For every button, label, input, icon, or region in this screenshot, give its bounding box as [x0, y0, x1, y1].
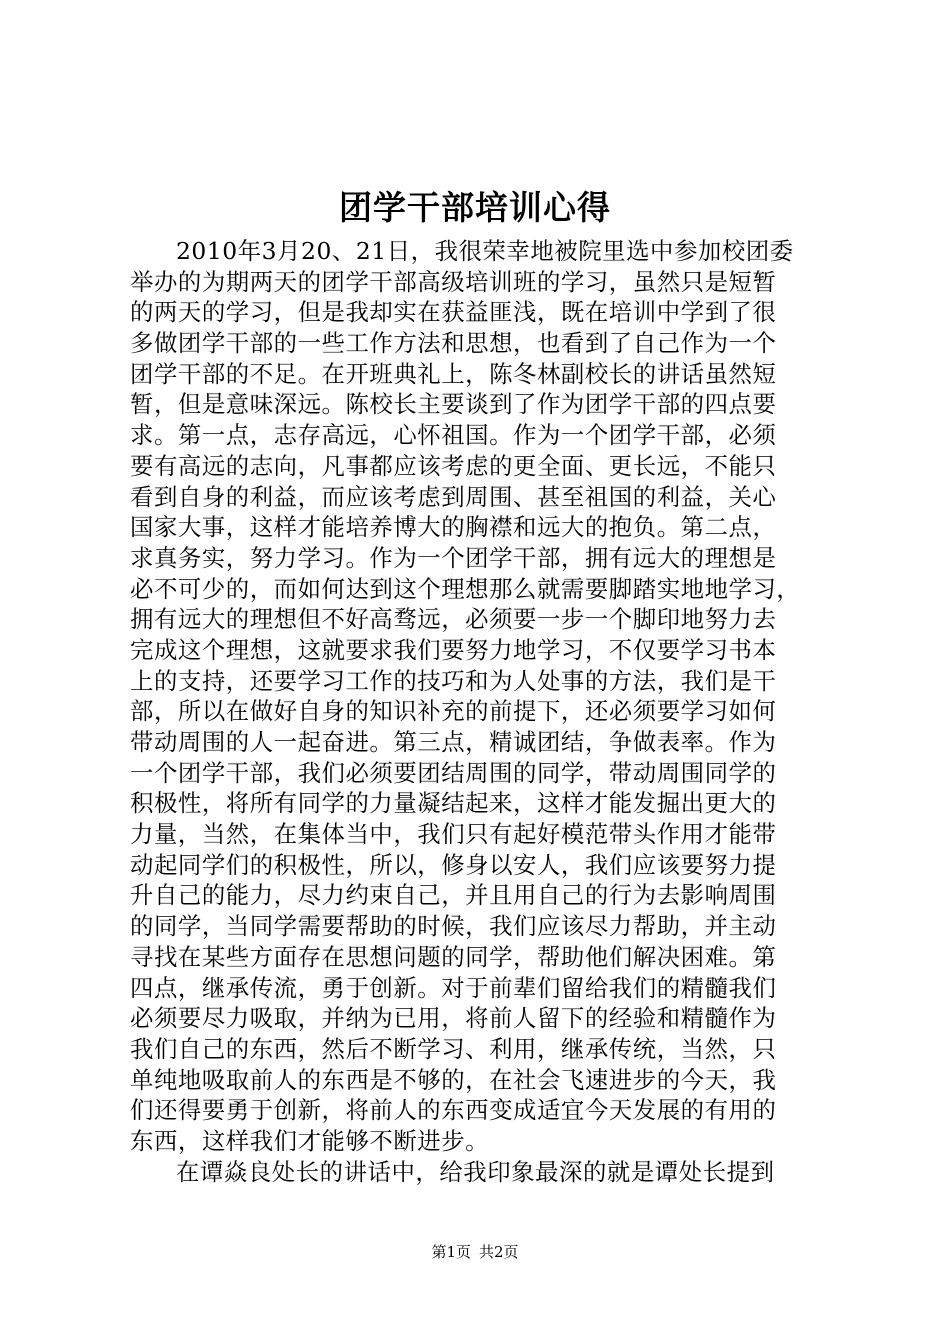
- paragraph-1-line-26: 必须要尽力吸取，并纳为已用，将前人留下的经验和精髓作为: [130, 1004, 777, 1033]
- paragraph-1-line-17: 带动周围的人一起奋进。第三点，精诚团结，争做表率。作为: [130, 728, 777, 756]
- paragraph-1-line-22: 升自己的能力，尽力约束自己，并且用自己的行为去影响周围: [130, 881, 777, 910]
- page-total: 共2页: [479, 1243, 519, 1261]
- paragraph-1-line-14: 完成这个理想，这就要求我们要努力地学习，不仅要学习书本: [130, 635, 777, 664]
- paragraph-2-line-1: 在谭焱良处长的讲话中，给我印象最深的就是谭处长提到: [176, 1157, 775, 1186]
- document-title: 团学干部培训心得: [339, 188, 611, 227]
- page-footer: [0, 1242, 950, 1262]
- paragraph-1-line-1: 2010年3月20、21日，我很荣幸地被院里选中参加校团委: [176, 237, 794, 265]
- paragraph-1-line-8: 要有高远的志向，凡事都应该考虑的更全面、更长远，不能只: [130, 451, 777, 480]
- paragraph-1-line-30: 东西，这样我们才能够不断进步。: [130, 1126, 490, 1155]
- paragraph-1-line-12: 必不可少的，而如何达到这个理想那么就需要脚踏实地地学习，: [130, 574, 801, 603]
- paragraph-1-line-9: 看到自身的利益，而应该考虑到周围、甚至祖国的利益，关心: [130, 482, 777, 511]
- paragraph-1-line-2: 举办的为期两天的团学干部高级培训班的学习，虽然只是短暂: [130, 267, 777, 296]
- document-body: [130, 236, 840, 1187]
- paragraph-1-line-19: 积极性，将所有同学的力量凝结起来，这样才能发掘出更大的: [130, 789, 777, 818]
- paragraph-1-line-28: 单纯地吸取前人的东西是不够的，在社会飞速进步的今天，我: [130, 1065, 777, 1094]
- paragraph-1-line-5: 团学干部的不足。在开班典礼上，陈冬林副校长的讲话虽然短: [130, 359, 777, 388]
- paragraph-1-line-7: 求。第一点，志存高远，心怀祖国。作为一个团学干部，必须: [130, 421, 777, 450]
- paragraph-1-line-3: 的两天的学习，但是我却实在获益匪浅，既在培训中学到了很: [130, 298, 777, 327]
- paragraph-1-line-18: 一个团学干部，我们必须要团结周围的同学，带动周围同学的: [130, 758, 777, 787]
- paragraph-1-line-24: 寻找在某些方面存在思想问题的同学，帮助他们解决困难。第: [130, 942, 777, 971]
- paragraph-1-line-15: 上的支持，还要学习工作的技巧和为人处事的方法，我们是干: [130, 666, 777, 695]
- paragraph-1-line-29: 们还得要勇于创新，将前人的东西变成适宜今天发展的有用的: [130, 1096, 777, 1125]
- paragraph-1-line-27: 我们自己的东西，然后不断学习、利用，继承传统，当然，只: [130, 1034, 777, 1063]
- paragraph-1-line-6: 暂，但是意味深远。陈校长主要谈到了作为团学干部的四点要: [130, 390, 777, 419]
- paragraph-1-line-23: 的同学，当同学需要帮助的时候，我们应该尽力帮助，并主动: [130, 912, 777, 941]
- paragraph-1-line-20: 力量，当然，在集体当中，我们只有起好模范带头作用才能带: [130, 820, 777, 849]
- paragraph-1-line-11: 求真务实，努力学习。作为一个团学干部，拥有远大的理想是: [130, 543, 777, 572]
- paragraph-1-line-25: 四点，继承传流，勇于创新。对于前辈们留给我们的精髓我们: [130, 973, 777, 1002]
- paragraph-1-line-16: 部，所以在做好自身的知识补充的前提下，还必须要学习如何: [130, 697, 777, 726]
- paragraph-1-line-10: 国家大事，这样才能培养博大的胸襟和远大的抱负。第二点，: [130, 513, 777, 542]
- paragraph-1-line-4: 多做团学干部的一些工作方法和思想，也看到了自己作为一个: [130, 329, 777, 358]
- paragraph-1-line-13: 拥有远大的理想但不好高骛远，必须要一步一个脚印地努力去: [130, 605, 777, 634]
- page-number: 第1页: [431, 1243, 471, 1261]
- paragraph-1-line-21: 动起同学们的积极性，所以，修身以安人，我们应该要努力提: [130, 850, 777, 879]
